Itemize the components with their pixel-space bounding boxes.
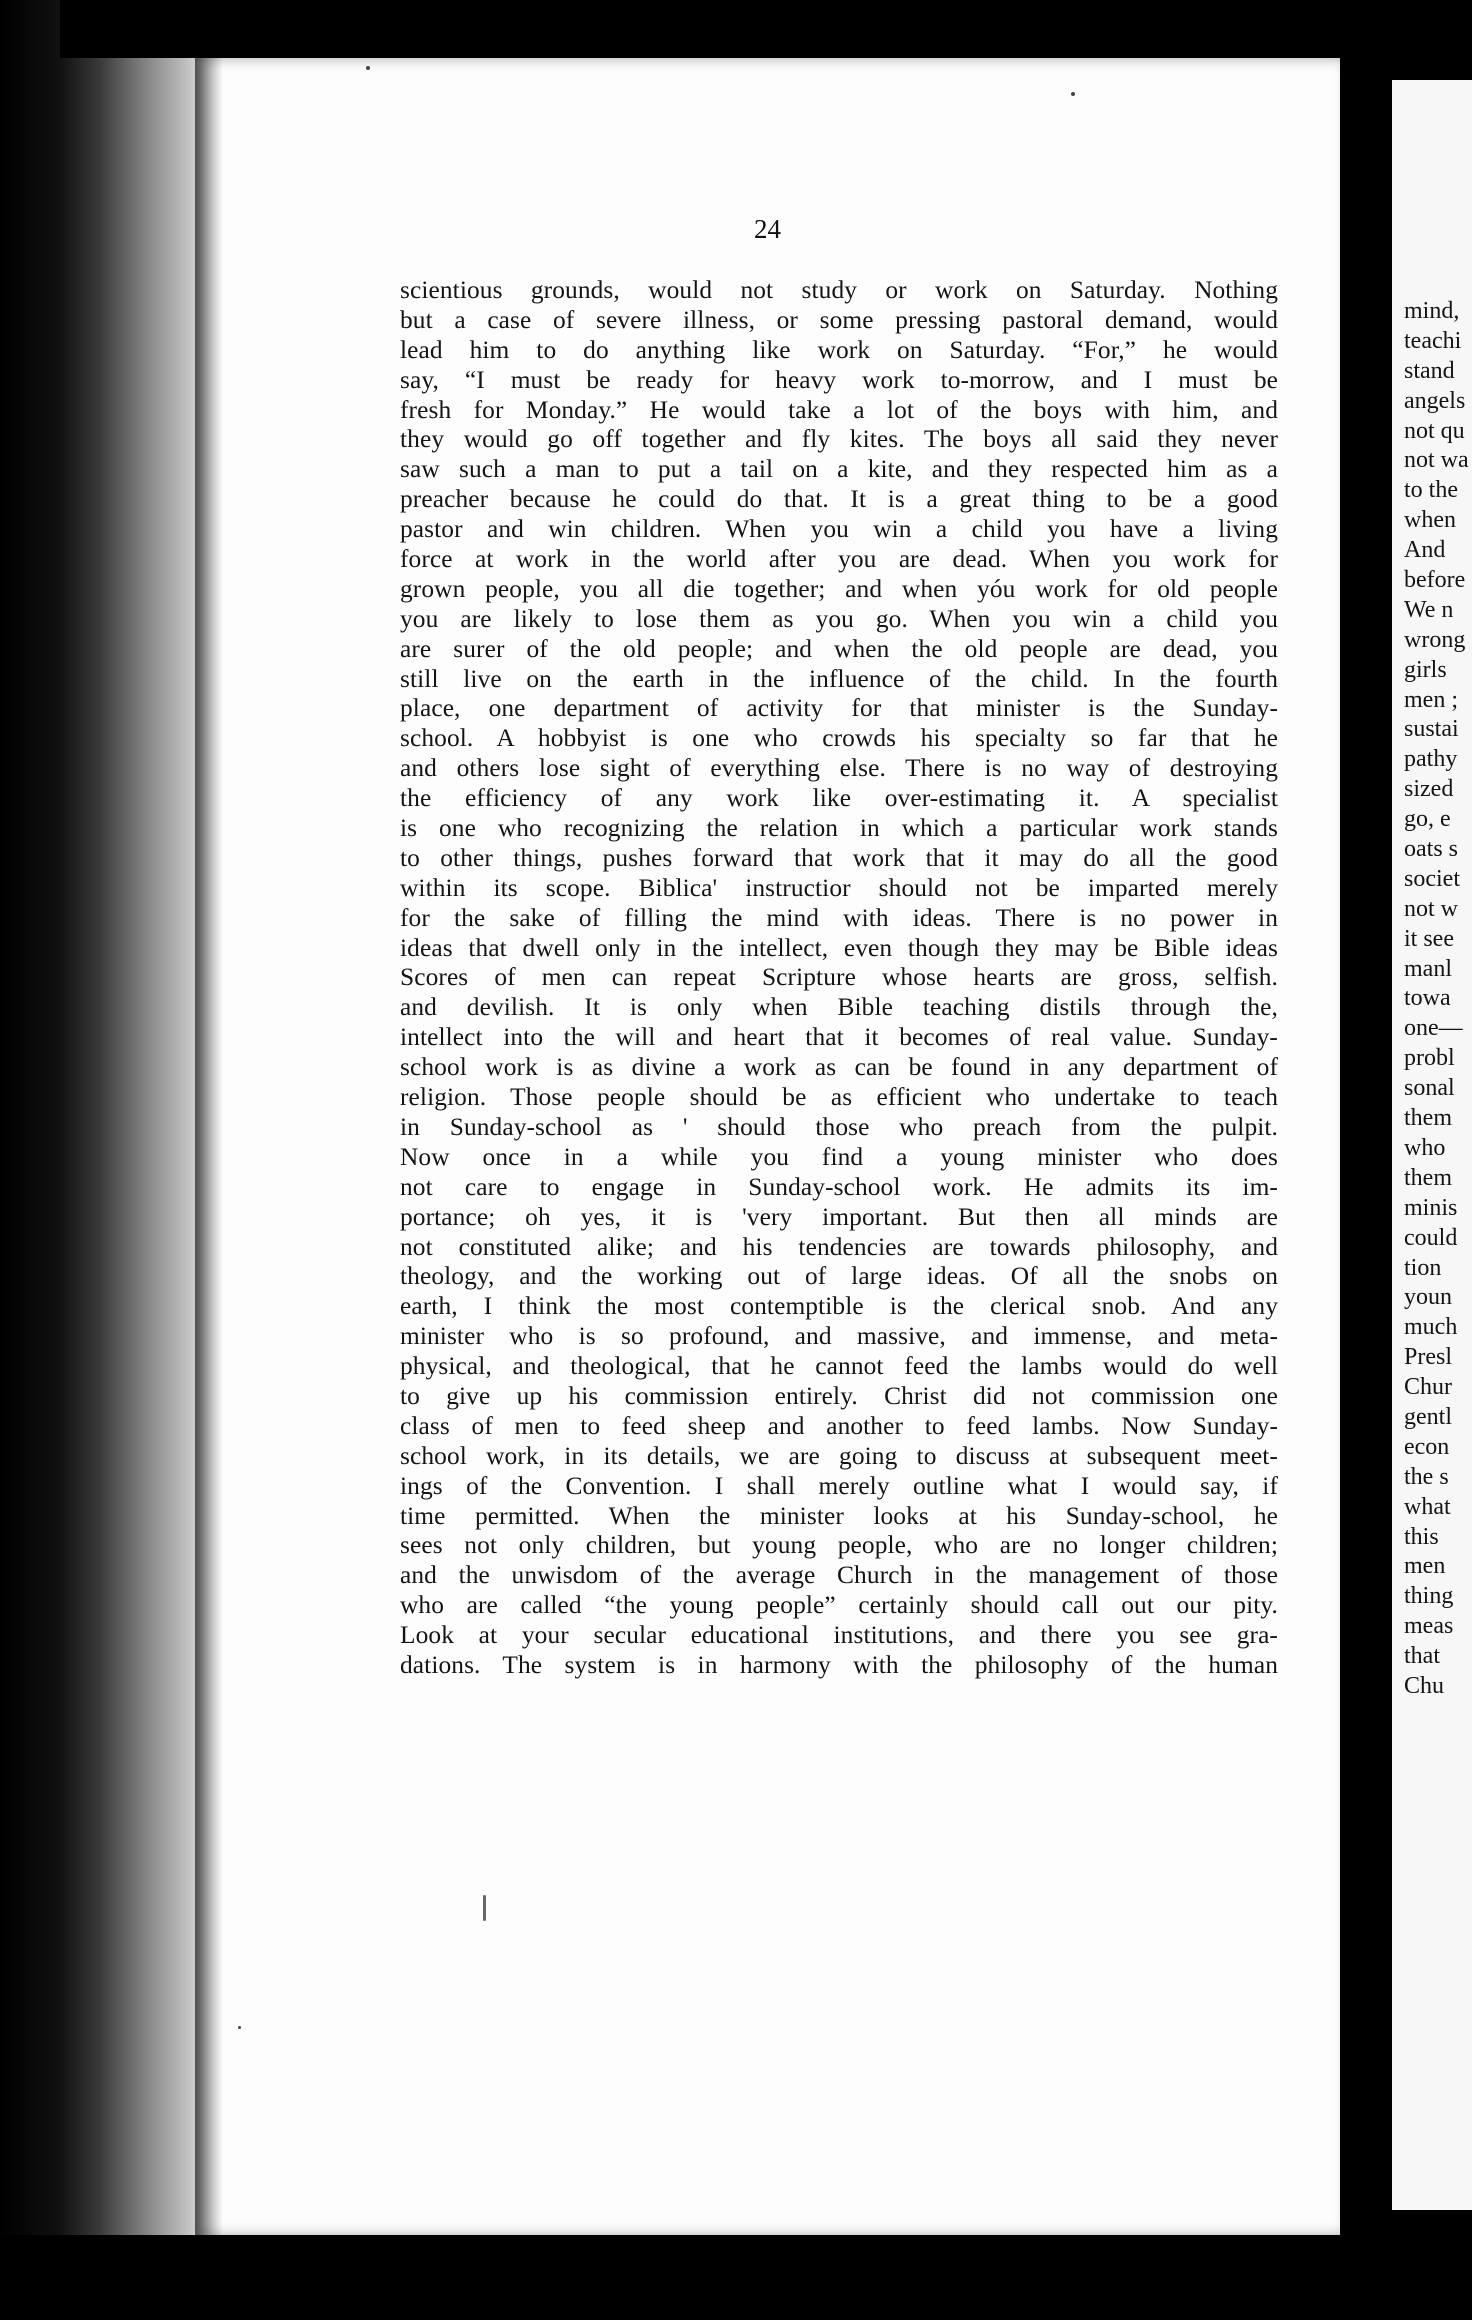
adjacent-text-line: men	[1404, 1553, 1446, 1580]
page-spine-shadow	[195, 58, 223, 2236]
body-text-column	[400, 276, 1278, 1681]
text-line: to give up his commission entirely. Christ did not commission one	[400, 1381, 1278, 1410]
adjacent-text-line: societ	[1404, 865, 1460, 892]
dust-speck	[483, 1895, 486, 1921]
adjacent-text-line: them	[1404, 1105, 1452, 1132]
adjacent-text-line: that	[1404, 1643, 1440, 1670]
text-line: preacher because he could do that. It is a great thing to be a good	[400, 485, 1278, 514]
text-line: force at work in the world after you are dead. When you work for	[400, 545, 1278, 574]
text-line: still live on the earth in the influence of the child. In the fourth	[400, 664, 1278, 693]
text-line: theology, and the working out of large ideas. Of all the snobs on	[400, 1262, 1278, 1291]
text-line: ings of the Convention. I shall merely outline what I would say, if	[400, 1471, 1278, 1500]
dust-speck	[238, 2026, 241, 2029]
text-line: but a case of severe illness, or some pressing pastoral demand, would	[400, 305, 1278, 334]
text-line: school work is as divine a work as can be found in any department of	[400, 1053, 1278, 1082]
text-line: school work, in its details, we are going to discuss at subsequent meet-	[400, 1441, 1278, 1470]
adjacent-text-line: much	[1404, 1314, 1458, 1341]
text-line: scientious grounds, would not study or work on Saturday. Nothing	[400, 276, 1278, 304]
text-line: the efficiency of any work like over-estimating it. A specialist	[400, 784, 1278, 813]
text-line: saw such a man to put a tail on a kite, and they respected him as a	[400, 455, 1278, 484]
text-line: not constituted alike; and his tendencies are towards philosophy, and	[400, 1232, 1278, 1261]
adjacent-text-line: not w	[1404, 895, 1458, 922]
adjacent-text-line: to the	[1404, 477, 1458, 504]
page-number: 24	[754, 214, 781, 244]
text-line: who are called “the young people” certainly should call out our pity.	[400, 1591, 1278, 1620]
text-line: place, one department of activity for that minister is the Sunday-	[400, 694, 1278, 723]
text-line: and others lose sight of everything else. There is no way of destroying	[400, 754, 1278, 783]
adjacent-text-line: And	[1404, 537, 1446, 564]
adjacent-text-line: minis	[1404, 1194, 1458, 1221]
adjacent-text-line: teachi	[1404, 327, 1462, 354]
adjacent-text-line: not wa	[1404, 447, 1469, 474]
text-line: portance; oh yes, it is 'very important. But then all minds are	[400, 1202, 1278, 1231]
adjacent-text-line: econ	[1404, 1433, 1450, 1460]
adjacent-text-line: when	[1404, 507, 1456, 534]
adjacent-text-line: mind,	[1404, 298, 1460, 324]
adjacent-text-line: Chu	[1404, 1672, 1445, 1699]
text-line: earth, I think the most contemptible is the clerical snob. And any	[400, 1292, 1278, 1321]
text-line: sees not only children, but young people, who are no longer children;	[400, 1531, 1278, 1560]
adjacent-text-line: could	[1404, 1224, 1458, 1251]
adjacent-text-line: towa	[1404, 985, 1451, 1012]
text-line: class of men to feed sheep and another to feed lambs. Now Sunday-	[400, 1411, 1278, 1440]
text-line: is one who recognizing the relation in which a particular work stands	[400, 814, 1278, 843]
text-line: are surer of the old people; and when the old people are dead, you	[400, 634, 1278, 663]
adjacent-text-line: girls	[1404, 656, 1447, 683]
scan-border-top	[60, 0, 1370, 58]
text-line: say, “I must be ready for heavy work to-morrow, and I must be	[400, 365, 1278, 394]
adjacent-text-line: who	[1404, 1134, 1446, 1161]
text-line: Now once in a while you find a young minister who does	[400, 1142, 1278, 1171]
text-line: pastor and win children. When you win a child you have a living	[400, 515, 1278, 544]
text-line: intellect into the will and heart that it becomes of real value. Sunday-	[400, 1023, 1278, 1052]
adjacent-text-line: gentl	[1404, 1403, 1452, 1430]
text-line: Scores of men can repeat Scripture whose hearts are gross, selfish.	[400, 963, 1278, 992]
adjacent-text-line: manl	[1404, 955, 1452, 982]
adjacent-page-text-column	[1404, 297, 1472, 1702]
adjacent-text-line: one—	[1404, 1015, 1463, 1042]
adjacent-text-line: them	[1404, 1164, 1452, 1191]
adjacent-text-line: the s	[1404, 1463, 1449, 1490]
adjacent-text-line: probl	[1404, 1045, 1455, 1072]
adjacent-text-line: it see	[1404, 925, 1454, 952]
adjacent-text-line: stand	[1404, 357, 1455, 384]
text-line: dations. The system is in harmony with the philosophy of the human	[400, 1650, 1278, 1679]
dust-speck	[366, 66, 370, 70]
text-line: religion. Those people should be as efficient who undertake to teach	[400, 1083, 1278, 1112]
adjacent-text-line: Chur	[1404, 1374, 1452, 1401]
adjacent-text-line: Presl	[1404, 1344, 1452, 1371]
book-binding-shadow	[0, 0, 210, 2320]
adjacent-text-line: sustai	[1404, 716, 1459, 743]
book-page	[195, 58, 1340, 2236]
text-line: in Sunday-school as ' should those who preach from the pulpit.	[400, 1112, 1278, 1141]
text-line: you are likely to lose them as you go. When you win a child you	[400, 604, 1278, 633]
text-line: physical, and theological, that he cannot feed the lambs would do well	[400, 1352, 1278, 1381]
text-line: and the unwisdom of the average Church in the management of those	[400, 1561, 1278, 1590]
adjacent-text-line: pathy	[1404, 746, 1458, 773]
text-line: within its scope. Biblica' instructior should not be imparted merely	[400, 873, 1278, 902]
text-line: ideas that dwell only in the intellect, even though they may be Bible ideas	[400, 933, 1278, 962]
adjacent-text-line: angels	[1404, 387, 1466, 414]
adjacent-text-line: We n	[1404, 596, 1454, 623]
text-line: they would go off together and fly kites. The boys all said they never	[400, 425, 1278, 454]
text-line: to other things, pushes forward that work that it may do all the good	[400, 843, 1278, 872]
text-line: for the sake of filling the mind with ideas. There is no power in	[400, 903, 1278, 932]
text-line: time permitted. When the minister looks at his Sunday-school, he	[400, 1501, 1278, 1530]
adjacent-text-line: this	[1404, 1523, 1439, 1550]
adjacent-text-line: before	[1404, 567, 1466, 594]
scan-border-bottom	[0, 2235, 1472, 2320]
adjacent-text-line: oats s	[1404, 836, 1458, 863]
text-line: minister who is so profound, and massive, and immense, and meta-	[400, 1322, 1278, 1351]
text-line: fresh for Monday.” He would take a lot of the boys with him, and	[400, 395, 1278, 424]
dust-speck	[1071, 92, 1075, 96]
text-line: not care to engage in Sunday-school work. He admits its im-	[400, 1172, 1278, 1201]
adjacent-text-line: what	[1404, 1493, 1451, 1520]
text-line: grown people, you all die together; and when yóu work for old people	[400, 574, 1278, 603]
adjacent-text-line: not qu	[1404, 417, 1465, 444]
adjacent-text-line: sonal	[1404, 1075, 1455, 1102]
text-line: lead him to do anything like work on Saturday. “For,” he would	[400, 335, 1278, 364]
adjacent-text-line: go, e	[1404, 806, 1451, 833]
adjacent-text-line: tion	[1404, 1254, 1442, 1281]
text-line: school. A hobbyist is one who crowds his specialty so far that he	[400, 724, 1278, 753]
text-line: and devilish. It is only when Bible teaching distils through the,	[400, 993, 1278, 1022]
adjacent-text-line: sized	[1404, 776, 1454, 803]
text-line: Look at your secular educational institutions, and there you see gra-	[400, 1621, 1278, 1650]
adjacent-text-line: meas	[1404, 1613, 1454, 1640]
adjacent-text-line: thing	[1404, 1583, 1454, 1610]
adjacent-text-line: men ;	[1404, 686, 1458, 713]
adjacent-text-line: youn	[1404, 1284, 1452, 1311]
adjacent-text-line: wrong	[1404, 626, 1466, 653]
